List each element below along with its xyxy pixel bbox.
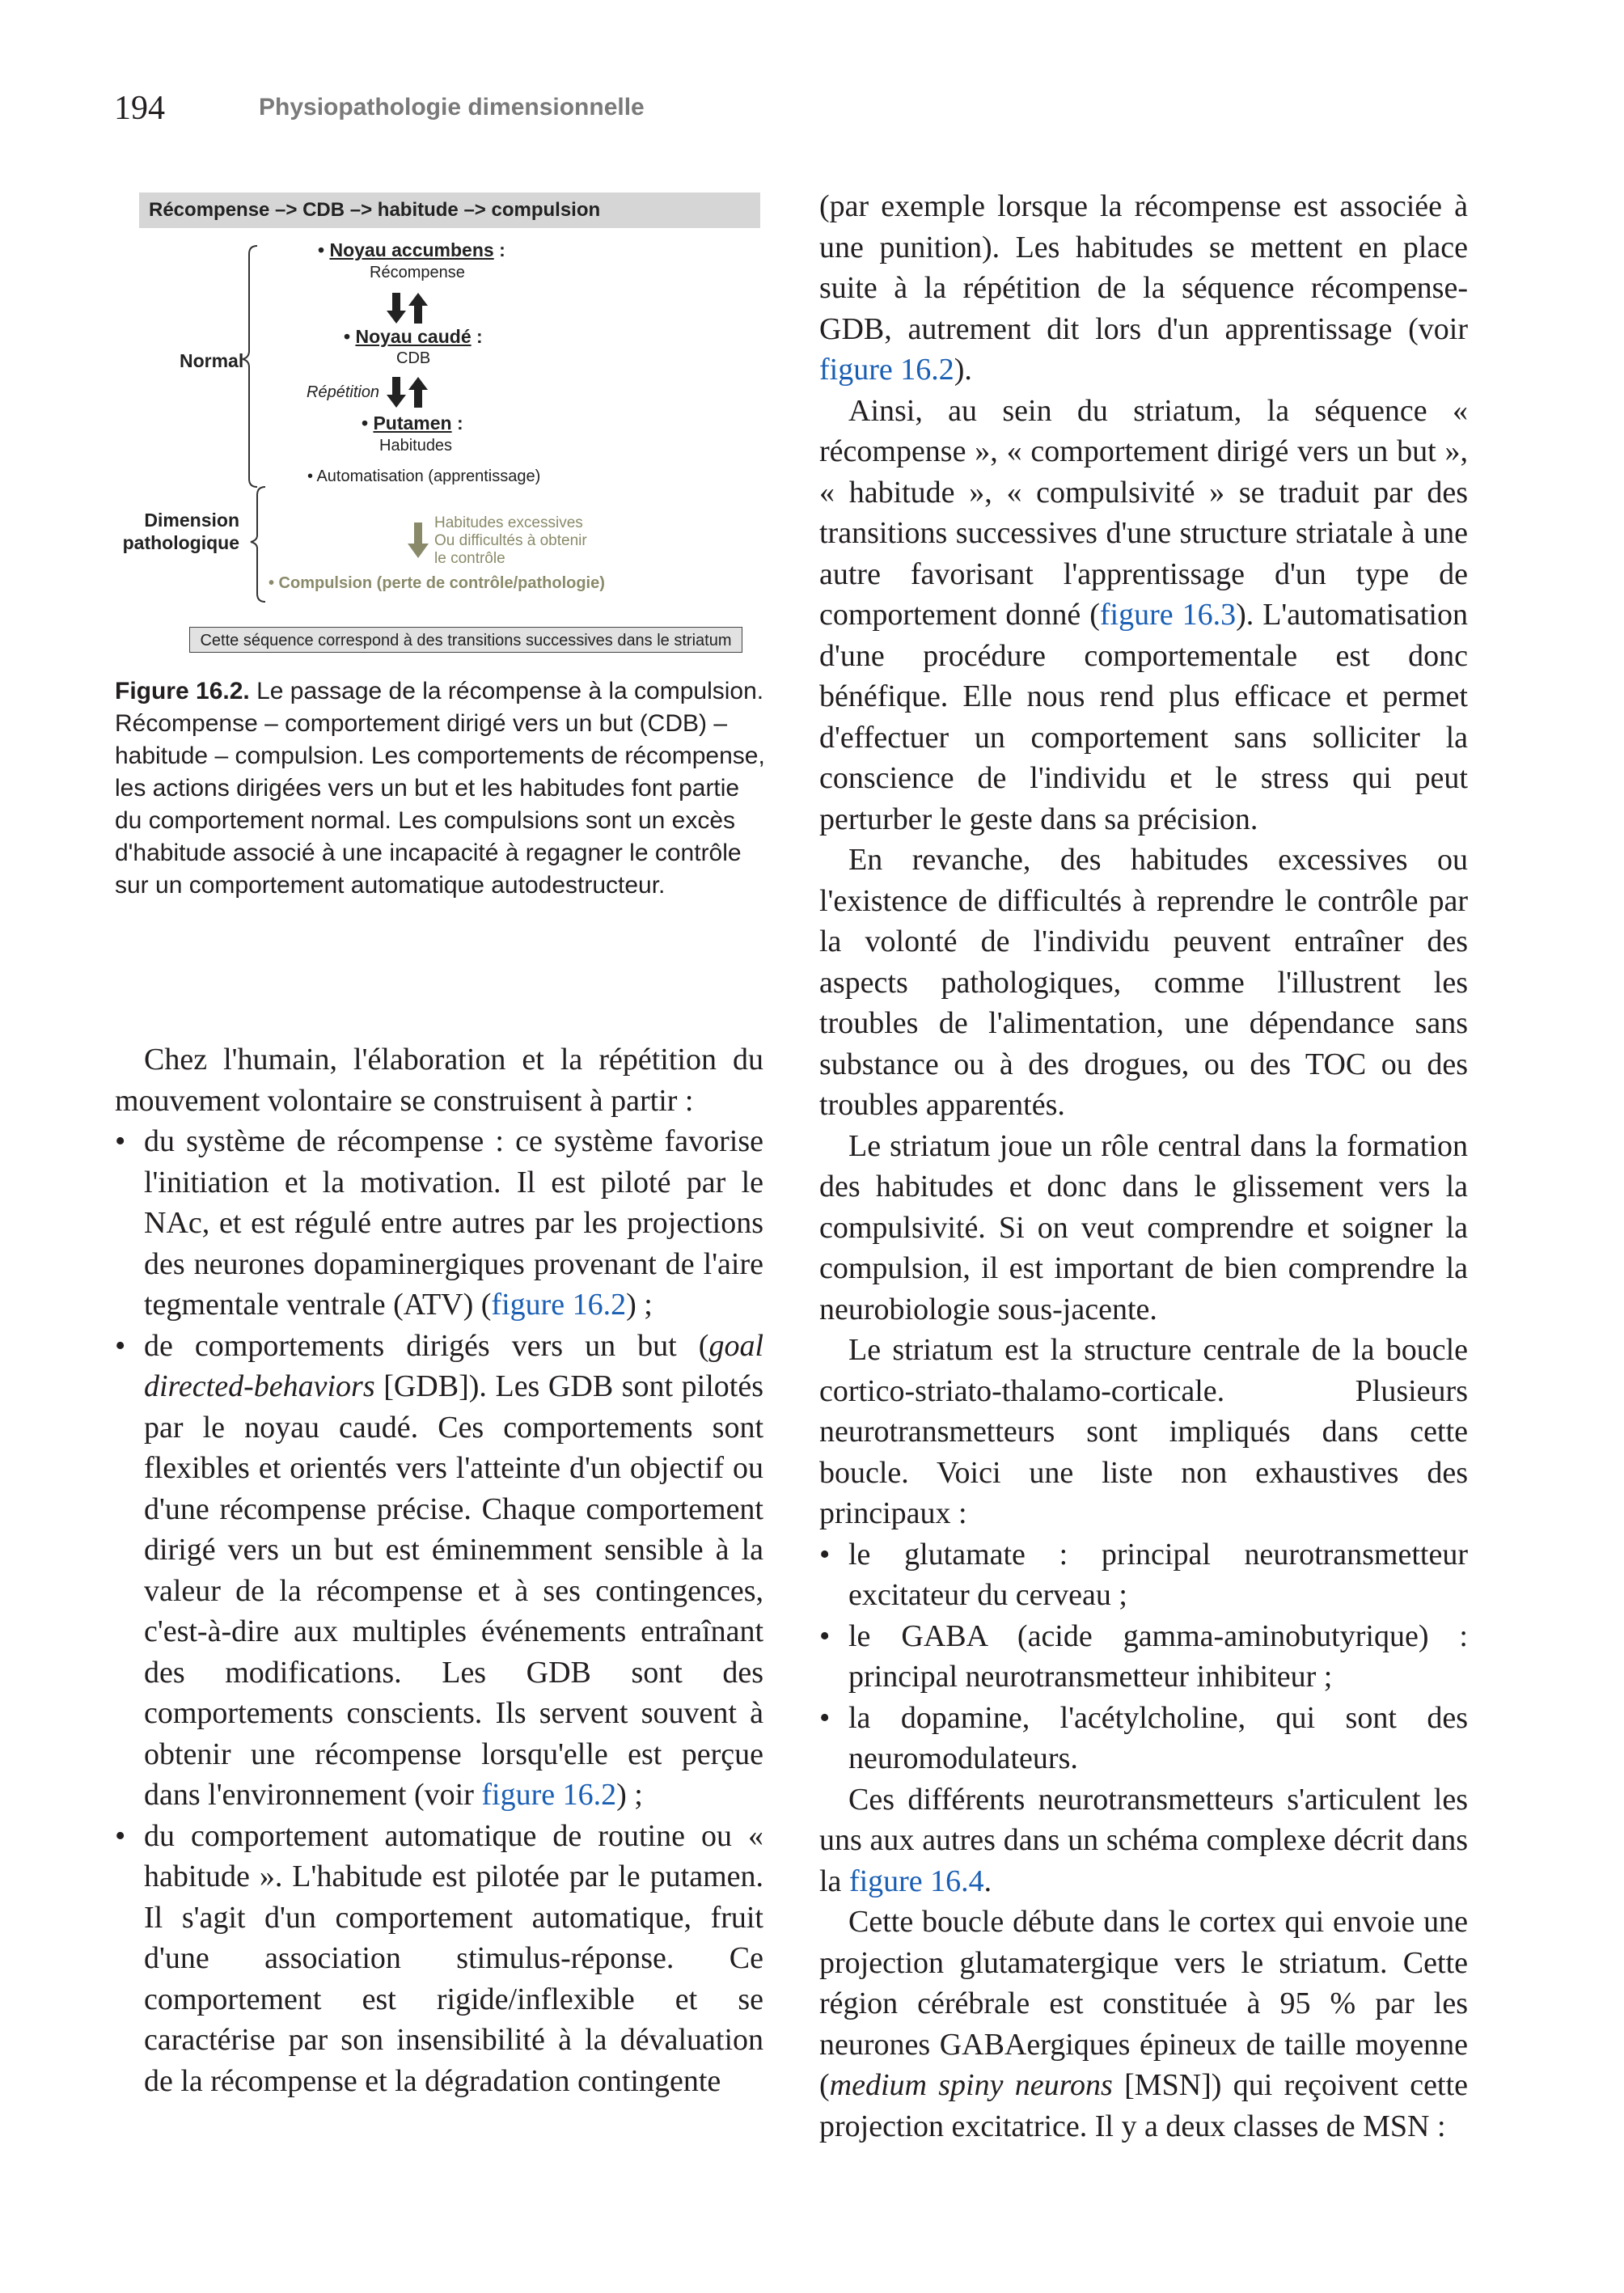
paragraph: Le striatum joue un rôle central dans la formation des habitudes et donc dans le glissement vers la compulsivité. Si on veut comprendre et soigner la compulsion, il est important de bien comprendre la neurobiologie sous-jacente.: [819, 1128, 1468, 1326]
automation-label: • Automatisation (apprentissage): [307, 467, 541, 485]
up-arrow-icon: [408, 377, 428, 408]
paragraph: Cette boucle débute dans le cortex qui envoie une projection glutamatergique vers le striatum. Cette région cérébrale est constituée à 95 % par les neurones GABAergiques épineux de taille moyenne (medium spiny neurons [MSN]) qui reçoivent cette projection excitatrice. Il y a deux classes de MSN :: [819, 1905, 1469, 2143]
figure-16-2: [115, 192, 763, 658]
figure-header: Récompense –> CDB –> habitude –> compulsion: [139, 192, 760, 228]
normal-label: Normal: [180, 350, 244, 371]
caudate-sub: CDB: [396, 349, 431, 367]
list-item: • du système de récompense : ce système favorise l'initiation et la motivation. Il est piloté par le NAc, et est régulé entre autres par les projections des neurones dopaminergiques provenant de l'aire tegmentale ventrale (ATV) (figure 16.2) ;: [115, 1121, 763, 1326]
caption-title: Figure 16.2. Le passage de la récompense à la compulsion.: [115, 678, 764, 704]
figure-link[interactable]: figure 16.3: [1099, 598, 1237, 632]
repetition-label: Répétition: [307, 383, 380, 401]
caudate-label: • Noyau caudé :: [344, 326, 483, 347]
figure-footer: Cette séquence correspond à des transitions successives dans le striatum: [189, 627, 742, 653]
list-item: • de comportements dirigés vers un but (goal directed-behaviors [GDB]). Les GDB sont pilotés par le noyau caudé. Ces comportements sont flexibles et orientés vers l'atteinte d'un objectif ou d'une récompense précise. Chaque comportement dirigé vers un but est éminemment sensible à la valeur de la récompense et à ses contingences, c'est-à-dire aux multiples événements entraînant des modifications. Les GDB sont des comportements conscients. Ils servent souvent à obtenir une récompense lorsqu'elle est perçue dans l'environnement (voir figure 16.2) ;: [115, 1326, 763, 1816]
pathological-label-2: pathologique: [122, 532, 239, 553]
list-item: • du comportement automatique de routine ou « habitude ». L'habitude est pilotée par le putamen. Il s'agit d'un comportement automatique, fruit d'une association stimulus-réponse. Ce comportement est rigide/inflexible et se caractérise par son insensibilité à la dévaluation de la récompense et la dégradation contingente: [115, 1816, 763, 2102]
paragraph: Le striatum est la structure centrale de la boucle cortico-striato-thalamo-corticale. Plusieurs neurotransmetteurs sont impliqués dans cette boucle. Voici une liste non exhaustives des principaux :: [819, 1333, 1468, 1530]
pathological-label-1: Dimension: [144, 510, 239, 531]
nac-sub: Récompense: [370, 264, 465, 281]
grey-down-arrow-icon: [408, 522, 429, 558]
list-item: • le glutamate : principal neurotransmetteur excitateur du cerveau ;: [819, 1534, 1468, 1616]
right-column: [819, 186, 1468, 2147]
figure-link[interactable]: figure 16.2: [481, 1778, 617, 1812]
down-arrow-icon: [387, 377, 406, 408]
figure-caption: [115, 675, 772, 902]
list-item: • le GABA (acide gamma-aminobutyrique) : principal neurotransmetteur inhibiteur ;: [819, 1616, 1468, 1698]
down-arrow-icon: [387, 293, 406, 324]
list-item: • la dopamine, l'acétylcholine, qui sont des neuromodulateurs.: [819, 1698, 1468, 1779]
paragraph: Ces différents neurotransmetteurs s'articulent les uns aux autres dans un schéma complexe décrit dans la figure 16.4.: [819, 1782, 1468, 1898]
paragraph: Chez l'humain, l'élaboration et la répétition du mouvement volontaire se construisent à partir :: [115, 1043, 763, 1118]
paragraph: (par exemple lorsque la récompense est associée à une punition). Les habitudes se mettent en place suite à la répétition de la séquence récompense-GDB, autrement dit lors d'un apprentissage (voir figure 16.2).: [819, 189, 1468, 387]
paragraph: En revanche, des habitudes excessives ou l'existence de difficultés à reprendre le contrôle par la volonté de l'individu peuvent entraîner des aspects pathologiques, comme l'illustrent les troubles de l'alimentation, une dépendance sans substance ou à des drogues, ou des TOC ou des troubles apparentés.: [819, 843, 1468, 1122]
figure-link[interactable]: figure 16.2: [819, 353, 954, 387]
compulsion-label: • Compulsion (perte de contrôle/pathologie): [269, 574, 605, 592]
pathological-bracket: [251, 487, 265, 602]
normal-bracket: [243, 246, 257, 487]
caption-body: Récompense – comportement dirigé vers un but (CDB) – habitude – compulsion. Les comportements de récompense, les actions dirigées vers un but et les habitudes font partie du comportement normal. Les compulsions sont un excès d'habitude associé à une incapacité à regagner le contrôle sur un comportement automatique autodestructeur.: [115, 710, 765, 899]
nac-label: • Noyau accumbens :: [318, 239, 505, 260]
putamen-sub: Habitudes: [379, 437, 453, 455]
page-number: 194: [114, 90, 165, 127]
excess-line-1: Habitudes excessives: [434, 514, 583, 531]
figure-link[interactable]: figure 16.2: [491, 1288, 627, 1322]
left-column: [115, 1039, 763, 2101]
bullet-list: [115, 1121, 763, 2101]
excess-line-3: le contrôle: [434, 550, 505, 567]
putamen-label: • Putamen :: [362, 412, 463, 434]
figure-link[interactable]: figure 16.4: [848, 1864, 984, 1898]
running-title: Physiopathologie dimensionnelle: [259, 94, 645, 121]
up-arrow-icon: [408, 293, 428, 324]
paragraph: Ainsi, au sein du striatum, la séquence « récompense », « comportement dirigé vers un but », « habitude », « compulsivité » se traduit par des transitions successives d'une structure striatale à une autre favorisant l'apprentissage d'un type de comportement donné (figure 16.3). L'automatisation d'une procédure comportementale est donc bénéfique. Elle nous rend plus efficace et permet d'effectuer un comportement sans solliciter la conscience de l'individu et le stress qui peut perturber le geste dans sa précision.: [819, 393, 1468, 836]
excess-line-2: Ou difficultés à obtenir: [434, 532, 587, 549]
bullet-list: [819, 1534, 1468, 1779]
